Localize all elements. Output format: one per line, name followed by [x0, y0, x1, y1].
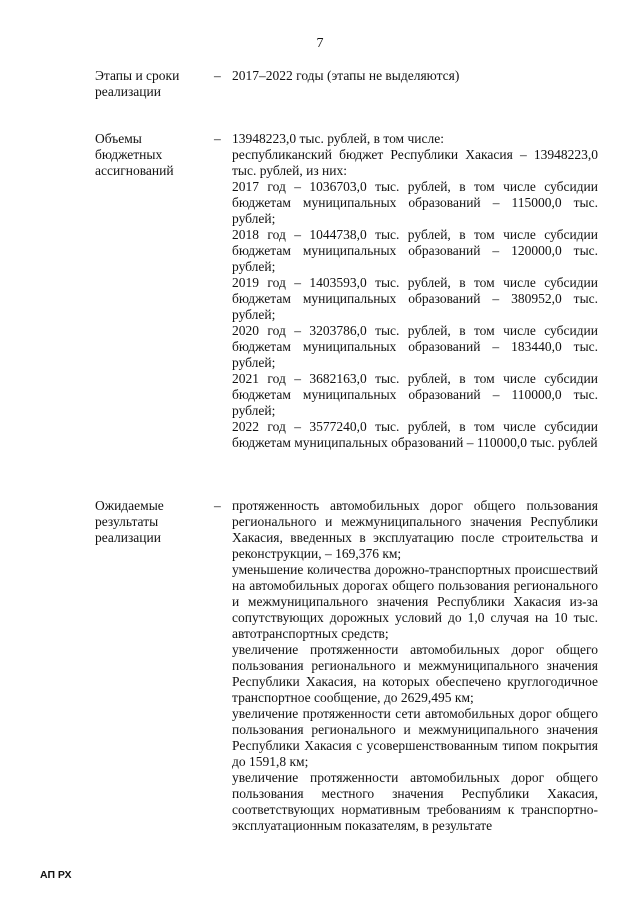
paragraph: 2019 год – 1403593,0 тыс. рублей, в том числе субсидии бюджетам муниципальных образований – 380952,0 тыс. рублей; — [232, 275, 598, 322]
section-label: Ожидаемые результаты реализации — [95, 498, 164, 545]
paragraph: 2017–2022 годы (этапы не выделяются) — [232, 68, 460, 83]
paragraph: 2021 год – 3682163,0 тыс. рублей, в том числе субсидии бюджетам муниципальных образований – 110000,0 тыс. рублей; — [232, 371, 598, 418]
section-label: Объемы бюджетных ассигнований — [95, 131, 174, 178]
section-dash: – — [214, 498, 221, 513]
section-content — [232, 498, 598, 834]
paragraph: 2017 год – 1036703,0 тыс. рублей, в том числе субсидии бюджетам муниципальных образований – 115000,0 тыс. рублей; — [232, 179, 598, 226]
paragraph: республиканский бюджет Республики Хакасия – 13948223,0 тыс. рублей, из них: — [232, 147, 598, 178]
paragraph: протяженность автомобильных дорог общего пользования регионального и межмуниципального значения Республики Хакасия, введенных в эксплуатацию после строительства и реконструкции, – 169,376 км; — [232, 498, 598, 561]
paragraph: увеличение протяженности автомобильных дорог общего пользования регионального и межмуниципального значения Республики Хакасия, на которых обеспечено круглогодичное транспортное сообщение, до 2629,495 км; — [232, 642, 598, 705]
paragraph: 2022 год – 3577240,0 тыс. рублей, в том числе субсидии бюджетам муниципальных образований – 110000,0 тыс. рублей — [232, 419, 598, 450]
paragraph: уменьшение количества дорожно-транспортных происшествий на автомобильных дорогах общего пользования регионального и межмуниципального значения Республики Хакасия из-за сопутствующих дорожных условий до 1,0 случая на 10 тыс. автотранспортных средств; — [232, 562, 598, 641]
page-number: 7 — [316, 36, 324, 51]
paragraph: увеличение протяженности автомобильных дорог общего пользования местного значения Республики Хакасия, соответствующих нормативным требованиям к транспортно-эксплуатационным показателям, в результате — [232, 770, 598, 833]
paragraph: 2018 год – 1044738,0 тыс. рублей, в том числе субсидии бюджетам муниципальных образований – 120000,0 тыс. рублей; — [232, 227, 598, 274]
section-dash: – — [214, 131, 221, 146]
section-content — [232, 131, 598, 451]
section-content — [232, 68, 598, 84]
paragraph: 13948223,0 тыс. рублей, в том числе: — [232, 131, 444, 146]
section-dash: – — [214, 68, 221, 83]
paragraph: 2020 год – 3203786,0 тыс. рублей, в том числе субсидии бюджетам муниципальных образований – 183440,0 тыс. рублей; — [232, 323, 598, 370]
section-label: Этапы и сроки реализации — [95, 68, 180, 99]
paragraph: увеличение протяженности сети автомобильных дорог общего пользования регионального и межмуниципального значения Республики Хакасия с усовершенствованным типом покрытия до 1591,8 км; — [232, 706, 598, 769]
footer-mark: АП РХ — [40, 869, 72, 881]
